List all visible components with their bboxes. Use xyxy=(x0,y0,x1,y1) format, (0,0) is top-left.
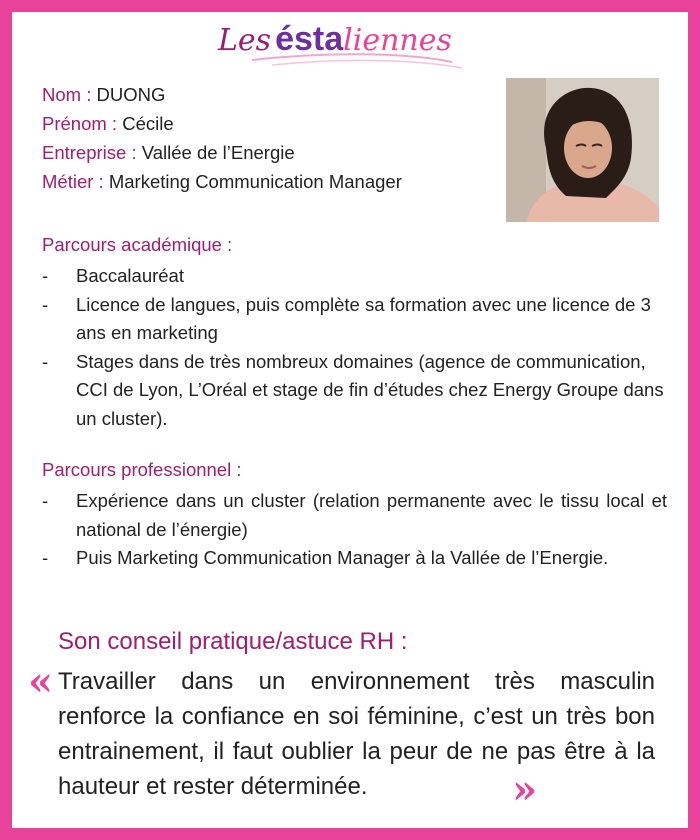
academic-title: Parcours académique : xyxy=(42,234,233,255)
nom-row xyxy=(42,80,402,109)
list-item: - Licence de langues, puis complète sa formation avec une licence de 3 ans en marketing xyxy=(42,293,651,343)
academic-item-text: Baccalauréat xyxy=(76,265,184,286)
close-quote-icon: » xyxy=(512,766,537,813)
metier-label: Métier : xyxy=(42,171,104,192)
estaliennes-logo xyxy=(212,8,472,72)
logo-part-esta: ésta xyxy=(275,20,344,58)
prenom-row xyxy=(42,109,402,138)
academic-item-text: Licence de langues, puis complète sa formation avec une licence de 3 ans en marketing xyxy=(76,293,651,343)
entreprise-label: Entreprise : xyxy=(42,142,137,163)
professional-list xyxy=(42,487,667,573)
logo-part-les: Les xyxy=(218,23,272,58)
entreprise-row xyxy=(42,138,402,167)
portrait-illustration xyxy=(506,78,659,222)
prenom-value: Cécile xyxy=(122,113,174,134)
professional-item-text: Puis Marketing Communication Manager à la Vallée de l’Energie. xyxy=(76,547,609,568)
list-item: - Baccalauréat xyxy=(42,265,184,286)
identity-block xyxy=(42,80,402,196)
professional-item-text: Expérience dans un cluster (relation permanente avec le tissu local et national de l’énergie) xyxy=(76,490,667,540)
professional-title: Parcours professionnel : xyxy=(42,459,242,480)
logo-text xyxy=(218,20,452,59)
academic-item-text: Stages dans de très nombreux domaines (agence de communication, CCI de Lyon, L’Oréal et stage de fin d’études chez Energy Groupe dans un cluster). xyxy=(76,350,664,429)
nom-label: Nom : xyxy=(42,84,92,105)
nom-value: DUONG xyxy=(96,84,166,105)
list-item: - Stages dans de très nombreux domaines (agence de communication, CCI de Lyon, L’Oréal et stage de fin d’études chez Energy Groupe dans un cluster). xyxy=(42,350,664,429)
entreprise-value: Vallée de l’Energie xyxy=(141,142,295,163)
metier-row xyxy=(42,167,402,196)
logo-part-liennes: liennes xyxy=(343,23,452,58)
tip-quote: Travailler dans un environnement très masculin renforce la confiance en soi féminine, c’est un très bon entrainement, il faut oublier la peur de ne pas être à la hauteur et rester déterminée. xyxy=(58,668,655,800)
portrait-photo xyxy=(506,78,659,222)
tip-title: Son conseil pratique/astuce RH : xyxy=(58,628,408,655)
list-item: - Expérience dans un cluster (relation permanente avec le tissu local et national de l’énergie) xyxy=(42,490,667,540)
prenom-label: Prénom : xyxy=(42,113,118,134)
open-quote-icon: « xyxy=(28,658,53,705)
list-item: - Puis Marketing Communication Manager à la Vallée de l’Energie. xyxy=(42,547,609,568)
academic-list xyxy=(42,262,667,433)
metier-value: Marketing Communication Manager xyxy=(108,171,402,192)
